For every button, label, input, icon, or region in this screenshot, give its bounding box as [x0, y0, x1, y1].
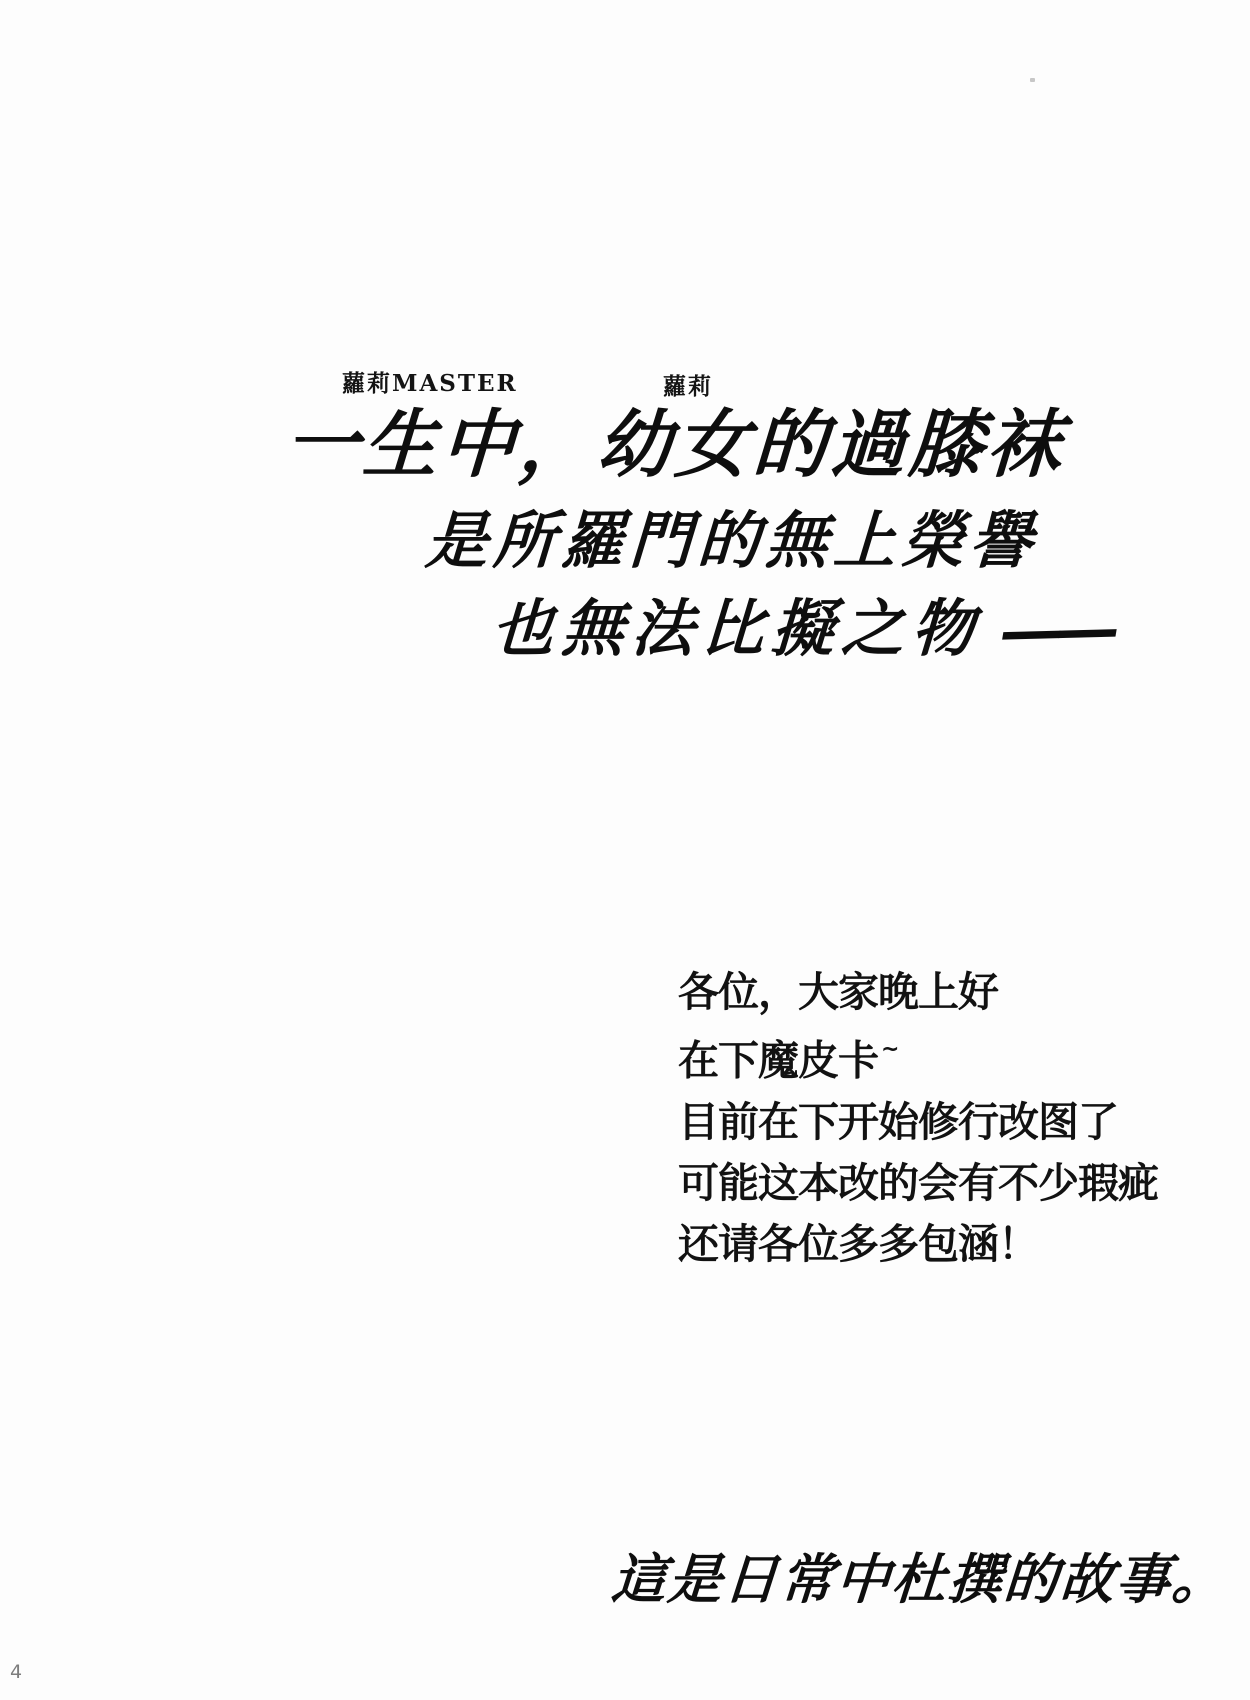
ruby-annotation-loli-master: 蘿莉MASTER — [342, 370, 518, 397]
greeting-line-hello: 各位，大家晚上好 — [678, 968, 998, 1016]
scan-artifact-dot — [1030, 78, 1035, 82]
greeting-line-pardon: 还请各位多多包涵！ — [678, 1219, 1038, 1268]
headline-trailing-dash: —— — [998, 591, 1113, 669]
headline-line-3: 也無法比擬之物 — [489, 592, 984, 665]
ruby-annotation-loli: 蘿莉 — [663, 373, 713, 400]
greeting-block — [678, 962, 1158, 1275]
greeting-line-name — [678, 1023, 1158, 1092]
greeting-name-text: 在下魔皮卡 — [678, 1036, 878, 1085]
headline-line-2: 是所羅門的無上榮譽 — [423, 504, 1040, 577]
tilde-mark: ~ — [881, 1037, 899, 1062]
greeting-line-practice: 目前在下开始修行改图了 — [678, 1097, 1118, 1146]
footer-quote: 這是日常中杜撰的故事。 — [609, 1547, 1231, 1611]
greeting-line-flaws: 可能这本改的会有不少瑕疵 — [678, 1158, 1158, 1207]
page-number: 4 — [10, 1661, 23, 1683]
headline-line-1: 一生中，幼女的過膝袜 — [282, 402, 1068, 488]
